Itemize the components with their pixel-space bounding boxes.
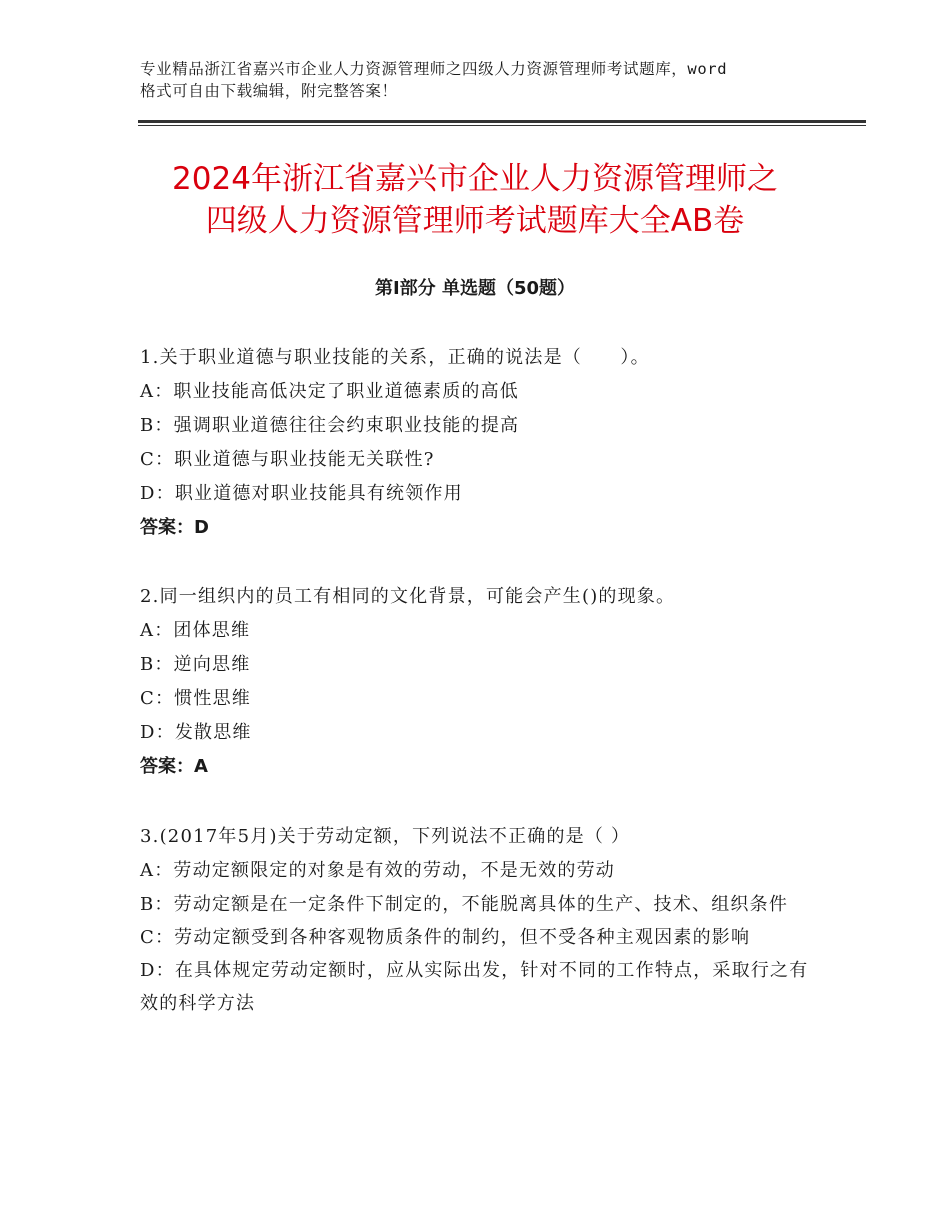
option-b: B：逆向思维	[140, 654, 251, 675]
section-title: 第Ⅰ部分 单选题（50题）	[374, 278, 575, 299]
option-a: A：团体思维	[140, 620, 251, 641]
option-d: D：发散思维	[140, 722, 252, 743]
header-divider-thick	[138, 120, 866, 123]
answer-label: 答案：D	[140, 517, 209, 538]
question-3	[140, 820, 810, 1020]
header-divider-thin	[138, 125, 866, 126]
option-d: D：职业道德对职业技能具有统领作用	[140, 483, 463, 504]
question-stem: 3.(2017年5月)关于劳动定额，下列说法不正确的是（ ）	[140, 826, 631, 847]
header-note-line-1: 专业精品浙江省嘉兴市企业人力资源管理师之四级人力资源管理师考试题库，word	[140, 60, 728, 78]
option-a: A：职业技能高低决定了职业道德素质的高低	[140, 381, 519, 402]
option-b: B：劳动定额是在一定条件下制定的，不能脱离具体的生产、技术、组织条件	[140, 894, 789, 915]
option-c: C：劳动定额受到各种客观物质条件的制约，但不受各种主观因素的影响	[140, 927, 751, 948]
option-c: C：惯性思维	[140, 688, 251, 709]
document-title-line-2: 四级人力资源管理师考试题库大全AB卷	[205, 203, 745, 239]
question-2	[140, 580, 810, 784]
header-note-line-2: 格式可自由下载编辑，附完整答案！	[140, 82, 398, 100]
option-b: B：强调职业道德往往会约束职业技能的提高	[140, 415, 520, 436]
header-note	[140, 58, 820, 102]
question-1	[140, 341, 810, 545]
option-c: C：职业道德与职业技能无关联性?	[140, 449, 435, 470]
question-stem: 1.关于职业道德与职业技能的关系，正确的说法是（ ）。	[140, 347, 650, 368]
question-stem: 2.同一组织内的员工有相同的文化背景，可能会产生()的现象。	[140, 586, 676, 607]
document-title-line-1: 2024年浙江省嘉兴市企业人力资源管理师之	[172, 161, 778, 197]
option-d: D：在具体规定劳动定额时，应从实际出发，针对不同的工作特点，采取行之有效的科学方法	[140, 960, 809, 1014]
answer-label: 答案：A	[140, 756, 208, 777]
document-title	[100, 158, 850, 242]
option-a: A：劳动定额限定的对象是有效的劳动，不是无效的劳动	[140, 860, 615, 881]
